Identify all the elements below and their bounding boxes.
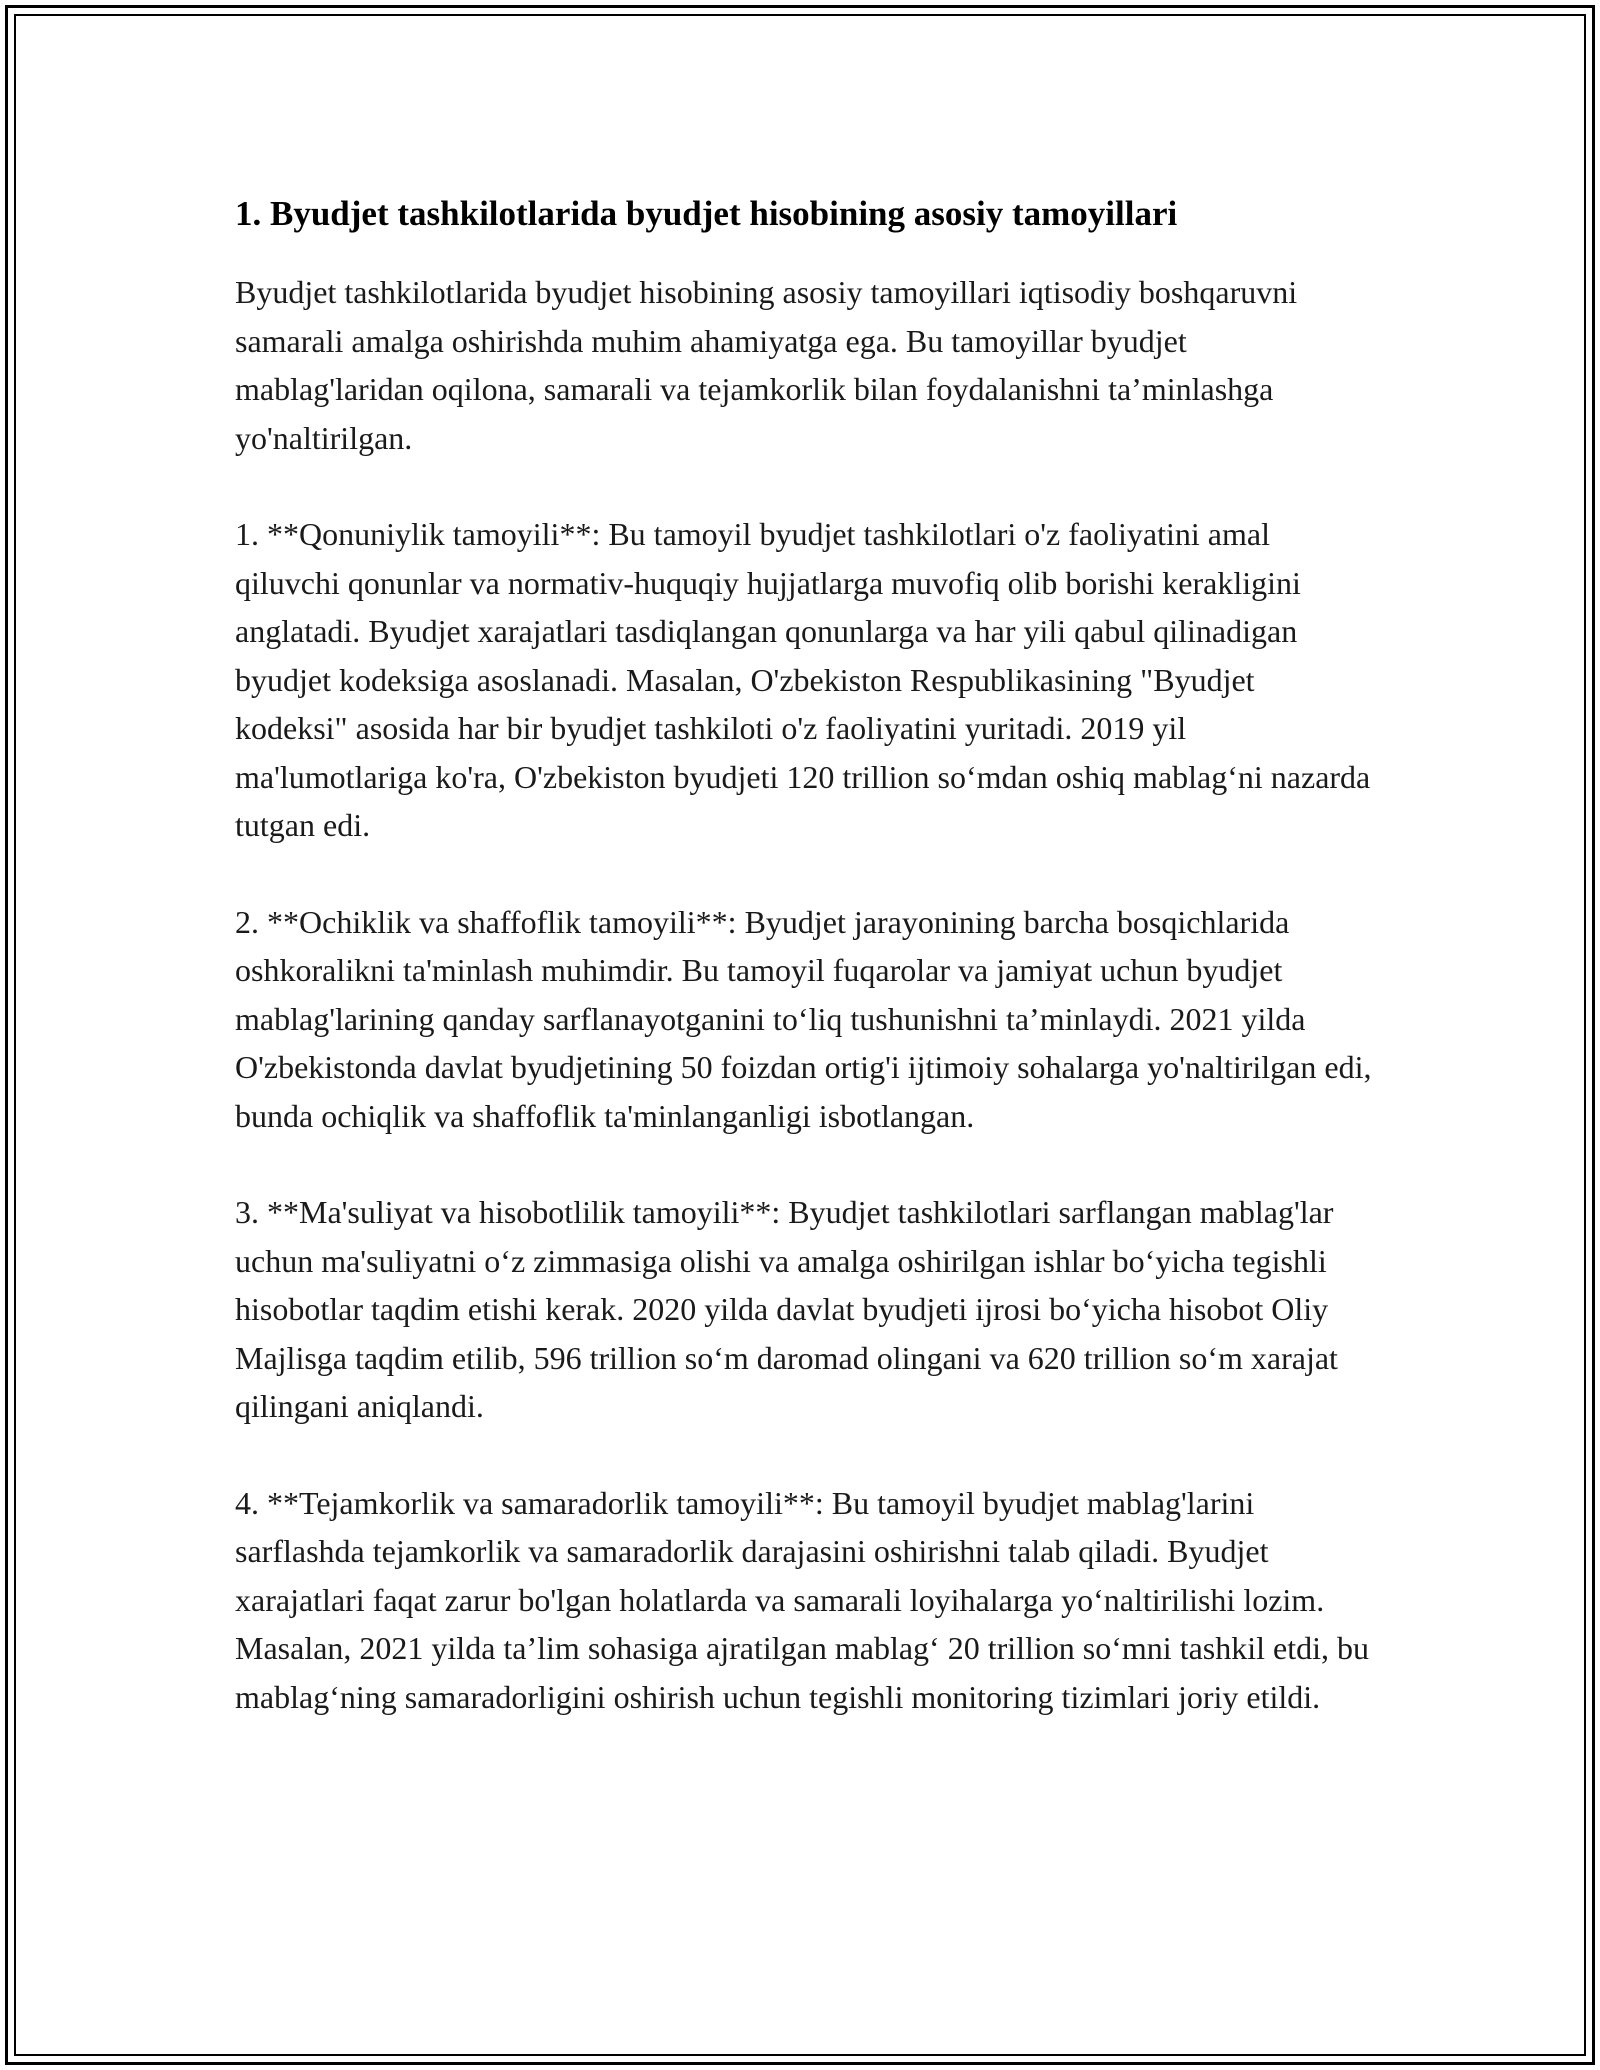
document-body <box>235 188 1375 1769</box>
principle-accountability-paragraph: 3. **Ma'suliyat va hisobotlilik tamoyili**: Byudjet tashkilotlari sarflangan mablag'lar uchun ma'suliyatni o‘z zimmasiga olishi va amalga oshirilgan ishlar bo‘yicha tegishli hisobotlar taqdim etishi kerak. 2020 yilda davlat byudjeti ijrosi bo‘yicha hisobot Oliy Majlisga taqdim etilib, 596 trillion so‘m daromad olingani va 620 trillion so‘m xarajat qilingani aniqlandi. <box>235 1194 1338 1424</box>
principle-legality-paragraph: 1. **Qonuniylik tamoyili**: Bu tamoyil byudjet tashkilotlari o'z faoliyatini amal qiluvchi qonunlar va normativ-huquqiy hujjatlarga muvofiq olib borishi kerakligini anglatadi. Byudjet xarajatlari tasdiqlangan qonunlarga va har yili qabul qilinadigan byudjet kodeksiga asoslanadi. Masalan, O'zbekiston Respublikasining "Byudjet kodeksi" asosida har bir byudjet tashkiloti o'z faoliyatini yuritadi. 2019 yil ma'lumotlariga ko'ra, O'zbekiston byudjeti 120 trillion so‘mdan oshiq mablag‘ni nazarda tutgan edi. <box>235 516 1371 843</box>
document-title: 1. Byudjet tashkilotlarida byudjet hisobining asosiy tamoyillari <box>235 194 1178 233</box>
principle-transparency-paragraph: 2. **Ochiklik va shaffoflik tamoyili**: Byudjet jarayonining barcha bosqichlarida oshkoralikni ta'minlash muhimdir. Bu tamoyil fuqarolar va jamiyat uchun byudjet mablag'larining qanday sarflanayotganini to‘liq tushunishni ta’minlaydi. 2021 yilda O'zbekistonda davlat byudjetining 50 foizdan ortig'i ijtimoiy sohalarga yo'naltirilgan edi, bunda ochiqlik va shaffoflik ta'minlanganligi isbotlangan. <box>235 903 1372 1134</box>
intro-paragraph: Byudjet tashkilotlarida byudjet hisobining asosiy tamoyillari iqtisodiy boshqaruvni samarali amalga oshirishda muhim ahamiyatga ega. Bu tamoyillar byudjet mablag'laridan oqilona, samarali va tejamkorlik bilan foydalanishni ta’minlashga yo'naltirilgan. <box>235 274 1298 456</box>
principle-efficiency-paragraph: 4. **Tejamkorlik va samaradorlik tamoyili**: Bu tamoyil byudjet mablag'larini sarflashda tejamkorlik va samaradorlik darajasini oshirishni talab qiladi. Byudjet xarajatlari faqat zarur bo'lgan holatlarda va samarali loyihalarga yo‘naltirilishi lozim. Masalan, 2021 yilda ta’lim sohasiga ajratilgan mablag‘ 20 trillion so‘mni tashkil etdi, bu mablag‘ning samaradorligini oshirish uchun tegishli monitoring tizimlari joriy etildi. <box>235 1484 1369 1715</box>
